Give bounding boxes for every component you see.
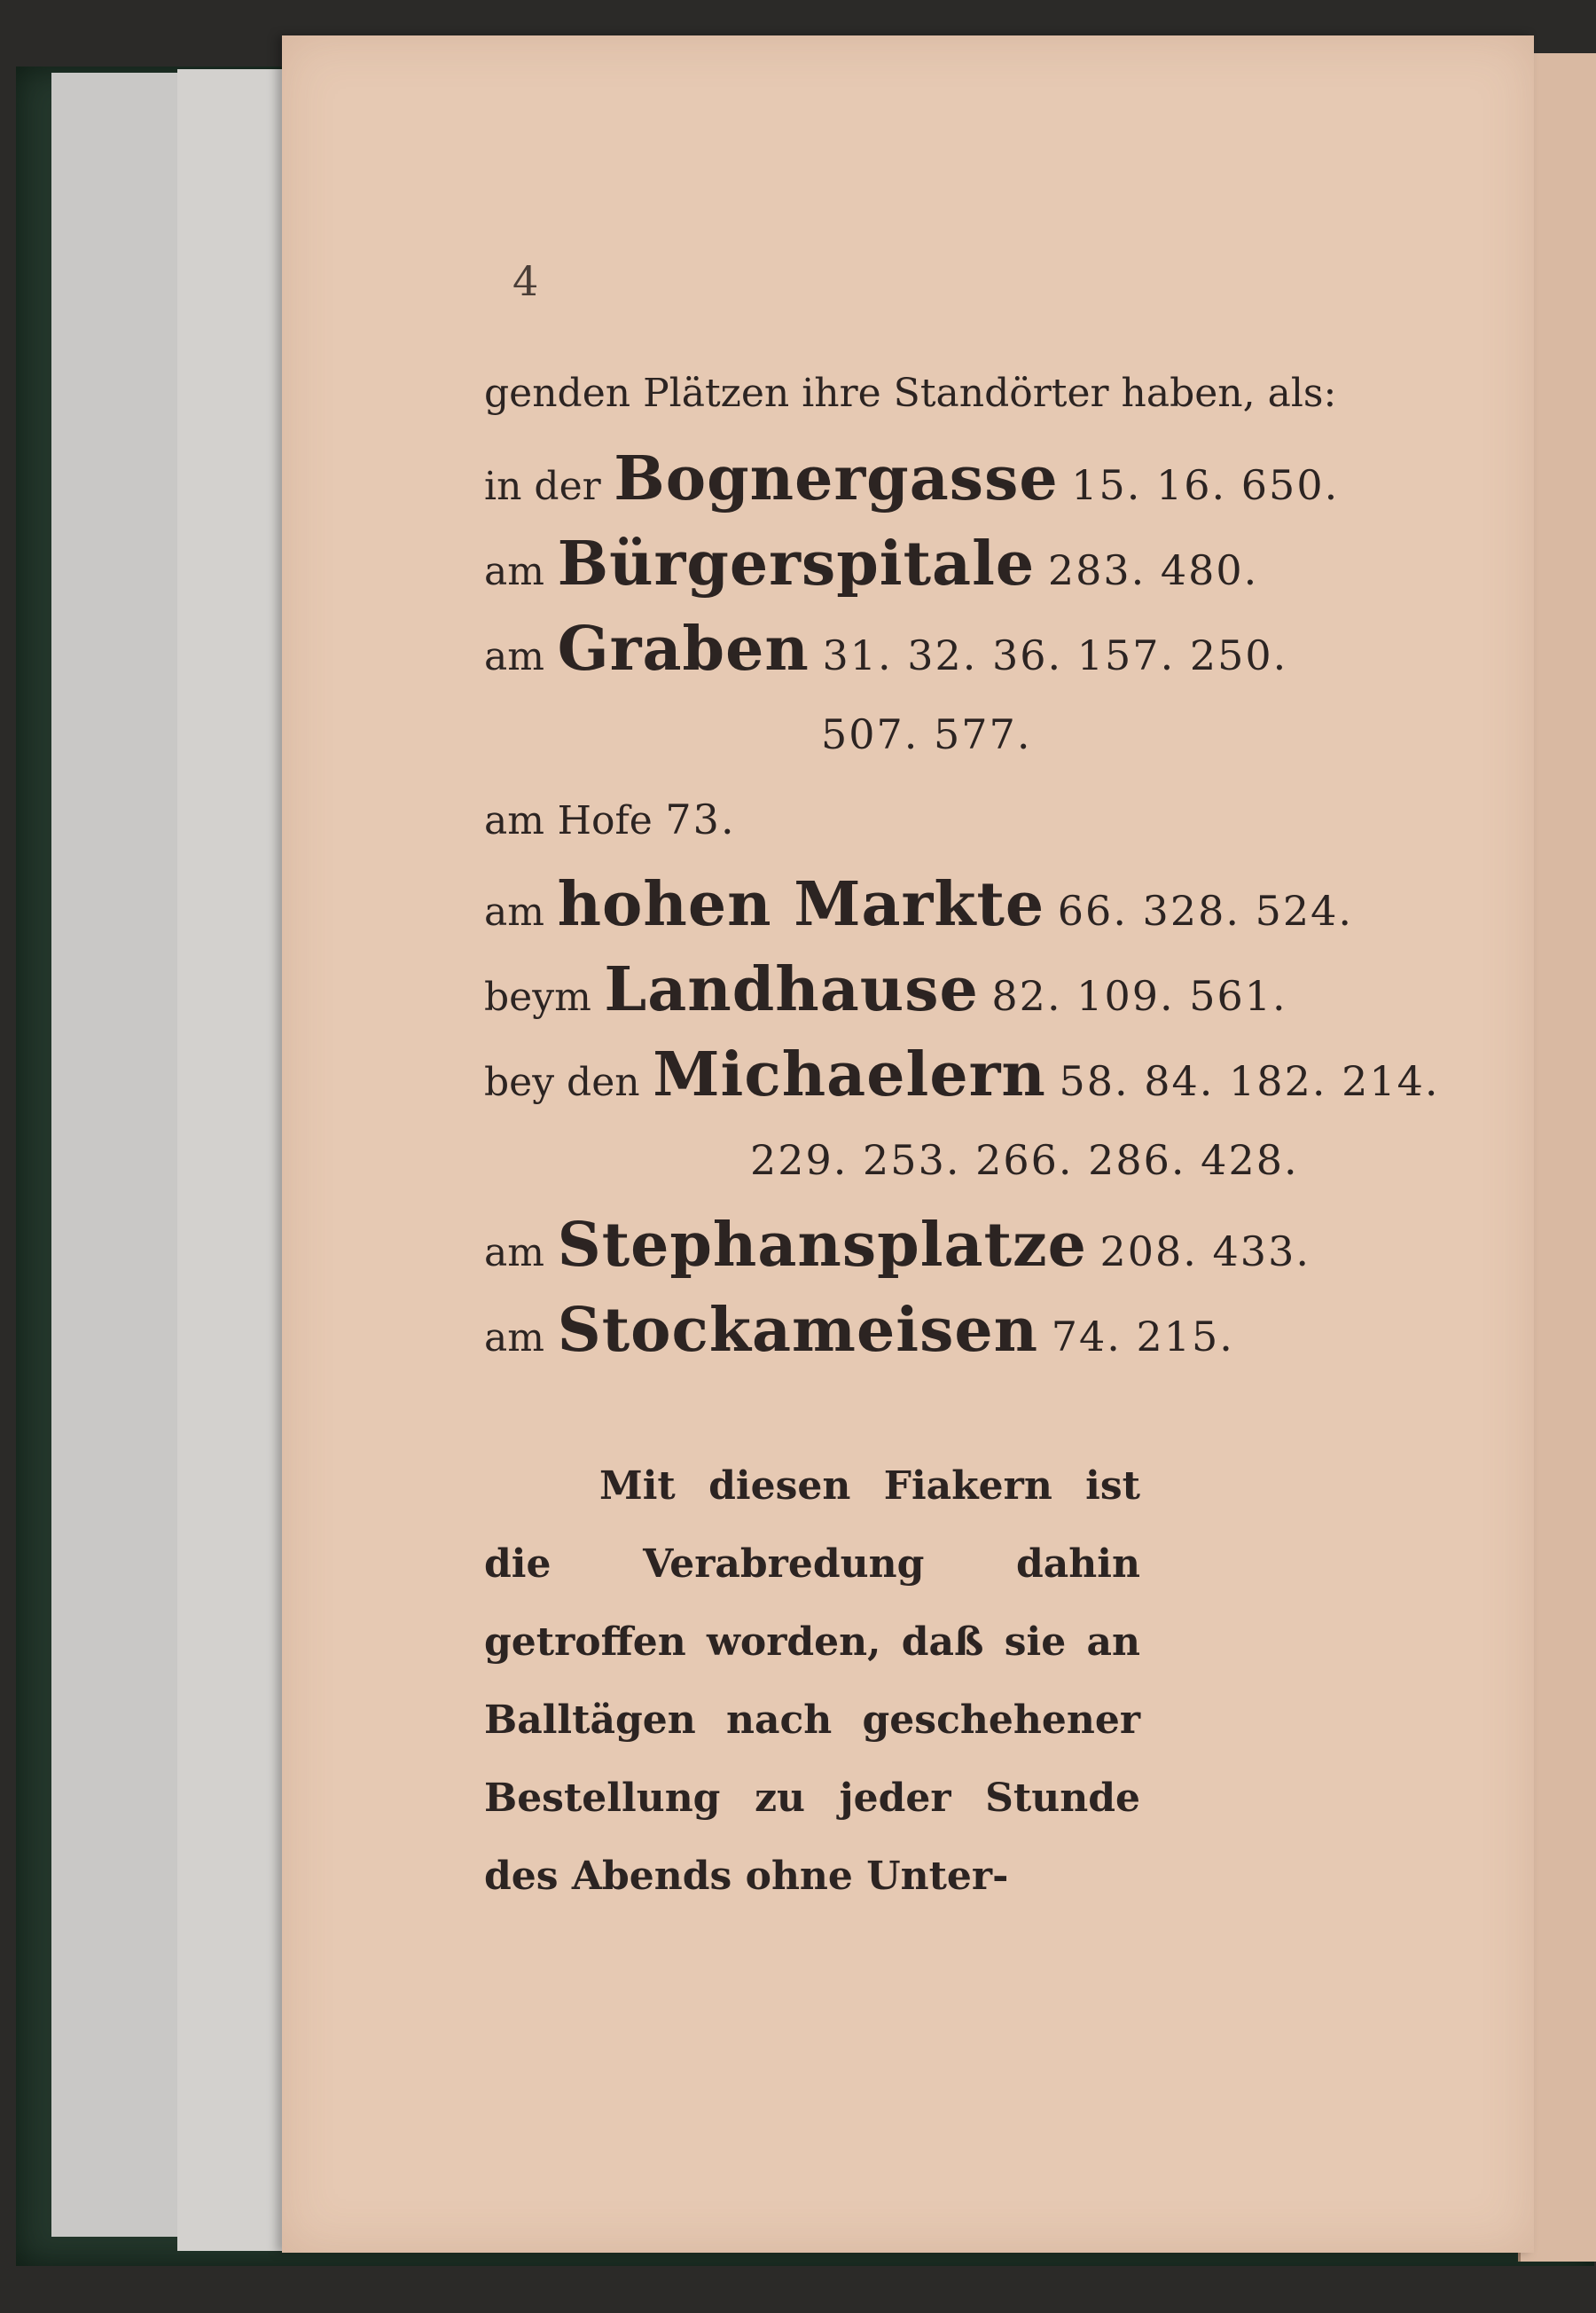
list-item-continuation — [484, 710, 1504, 798]
entry-place: Graben — [557, 614, 810, 685]
entry-prefix: in der — [484, 464, 601, 509]
entry-prefix: am — [484, 549, 544, 594]
entry-prefix: beym — [484, 975, 591, 1020]
entry-numbers: 58. 84. 182. 214. — [1059, 1057, 1440, 1105]
entry-place: Stockameisen — [557, 1295, 1039, 1366]
entry-numbers: 229. 253. 266. 286. 428. — [750, 1136, 1299, 1184]
entry-prefix: bey den — [484, 1060, 640, 1105]
entry-numbers: 31. 32. 36. 157. 250. — [822, 631, 1288, 679]
book-page — [282, 35, 1534, 2253]
entry-place: hohen Markte — [557, 869, 1045, 940]
intro-line: genden Plätzen ihre Standörter haben, als: — [484, 371, 1337, 416]
body-paragraph: Mit diesen Fiakern ist die Verabredung dahin getroffen worden, daß sie an Balltägen nach geschehener Bestellung zu jeder Stunde des Abends ohne Unter- — [484, 1463, 1140, 1899]
entry-prefix: am — [484, 634, 544, 679]
text-block — [484, 372, 1504, 1916]
entry-place: Bürgerspitale — [557, 529, 1036, 600]
entry-place: Stephansplatze — [557, 1210, 1087, 1281]
entry-numbers: 66. 328. 524. — [1057, 887, 1354, 935]
entry-numbers: 283. 480. — [1047, 546, 1259, 594]
entry-prefix: am — [484, 1315, 544, 1360]
entry-numbers: 73. — [665, 796, 736, 843]
entry-numbers: 15. 16. 650. — [1071, 461, 1340, 509]
entry-numbers: 507. 577. — [821, 710, 1032, 758]
entry-prefix: am — [484, 890, 544, 935]
entry-place: Bognergasse — [614, 443, 1059, 514]
entry-numbers: 74. 215. — [1051, 1313, 1234, 1360]
list-item — [484, 614, 1504, 713]
list-item — [484, 1295, 1504, 1394]
entry-prefix: am — [484, 1230, 544, 1275]
entry-numbers: 82. 109. 561. — [991, 972, 1287, 1020]
entry-numbers: 208. 433. — [1099, 1227, 1310, 1275]
entry-place: Landhause — [604, 954, 979, 1025]
entry-prefix: am — [484, 798, 544, 843]
page-number: 4 — [512, 257, 539, 305]
list-item — [484, 1039, 1504, 1139]
entry-place: Hofe — [557, 798, 653, 843]
entry-place: Michaelern — [653, 1039, 1046, 1110]
